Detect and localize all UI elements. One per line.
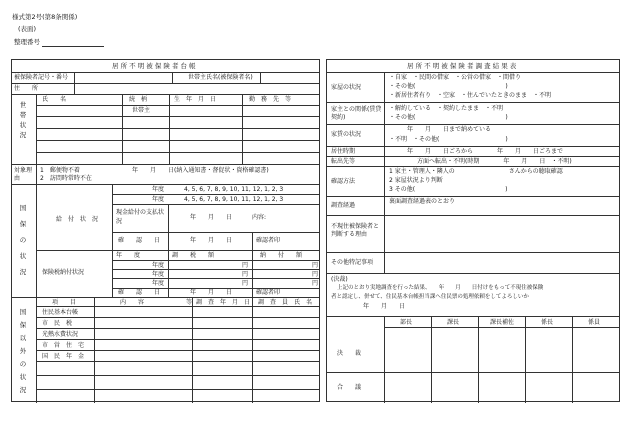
household-label: 世 帯 状 況 (19, 101, 33, 139)
home-opts-3: ・新居住者有り ・空家 ・住んでいたときのまま ・不明 (389, 92, 552, 99)
notes-label: その他特記事項 (331, 259, 374, 266)
rent-opts-1: 年 月 日まで納めている (407, 126, 492, 133)
other-item-2: 市 民 税 (42, 320, 73, 327)
left-title: 居 所 不 明 被 保 険 者 台 帳 (112, 62, 196, 70)
reason-2: 2 訪問時常時不在 (40, 175, 92, 182)
decision-text-1: 上記のとおり実地調査を行った結果、 年 月 日付けをもって不現住被保険 (337, 285, 544, 291)
tax-row-3: 年度 (152, 280, 165, 287)
tax-yen-2a: 円 (242, 271, 249, 278)
kessai-label: 決 裁 (337, 350, 362, 357)
tax-row-2: 年度 (152, 271, 165, 278)
rel-opts-2: ・その他( ) (389, 114, 508, 121)
other-label: 国 保 以 外 の 状 況 (19, 308, 33, 394)
tax-yen-3b: 円 (312, 280, 319, 287)
tax-col-paid: 納 付 額 (260, 252, 303, 259)
survey-label: 調査経過 (331, 202, 356, 209)
decision-date: 年 月 日 (363, 303, 406, 310)
reason-label: 対象理由 (14, 167, 33, 182)
period-label: 居住時期 (331, 148, 356, 155)
other-item-3: 光熱水費状況 (42, 331, 79, 338)
months-2: 4, 5, 6, 7, 8, 9, 10, 11, 12, 1, 2, 3 (184, 196, 284, 203)
period-value: 年 月 日ごろから 年 月 日ごろまで (407, 148, 564, 155)
other-col-content: 内 容 (120, 299, 145, 306)
confirmer-label: 確認者印 (256, 237, 281, 244)
tax-confirmer-label: 確認者印 (256, 289, 281, 296)
householder-rel: 世帯主 (132, 107, 151, 114)
cash-date: 年 月 日 (190, 214, 233, 221)
householder-label: 世帯主氏名(被保険者名) (188, 74, 253, 81)
form-number: 様式第2号(第8条関係) (12, 13, 78, 21)
kokuho-label: 国 保 の 状 況 (19, 204, 33, 276)
rent-label: 家賃の状況 (331, 131, 362, 138)
method-3: 3 その他( ) (389, 186, 508, 193)
other-item-5: 国 民 年 金 (42, 353, 85, 360)
reason-1-date: 年 月 日(納入通知書・督促状・資格確認書) (132, 167, 269, 174)
ref-underline (42, 46, 104, 47)
rent-opts-2: ・不明 ・その他( ) (389, 136, 508, 143)
move-value: 方面へ転出・不明(時期 年 月 日 ・不明) (417, 158, 572, 165)
other-col-etc: 等 (186, 299, 193, 306)
move-label: 転出先等 (331, 158, 356, 165)
confirm-date-label: 確 認 日 (118, 237, 161, 244)
tax-col-year: 年 度 (116, 252, 141, 259)
tax-confirm-label: 確 認 日 (118, 289, 161, 296)
rel-opts-1: ・解約している ・契約したまま ・不明 (389, 105, 504, 112)
home-label: 家屋の状況 (331, 84, 362, 91)
fiscal-label-1: 年度 (152, 186, 165, 193)
home-opts-2: ・その他( ) (389, 83, 508, 90)
reason-1: 1 郵便物不着 (40, 167, 80, 174)
ref-label: 整理番号 (14, 38, 40, 46)
other-item-1: 住民基本台帳 (42, 309, 79, 316)
cash-label: 現金給付の支払状況 (116, 209, 165, 225)
role-section-chief: 課長 (447, 319, 460, 326)
tax-yen-1a: 円 (242, 262, 249, 269)
other-col-surveyor: 調 査 員 氏 名 (258, 299, 313, 306)
method-2: 2 家屋状況より判断 (389, 177, 443, 184)
tax-yen-3a: 円 (242, 280, 249, 287)
confirm-date: 年 月 日 (190, 237, 233, 244)
household-col-work: 勤 務 先 等 (249, 96, 292, 103)
right-title: 居 所 不 明 被 保 険 者 調 査 結 果 表 (407, 62, 517, 70)
reason-label-right: 不現住被保険者と判断する理由 (331, 223, 380, 238)
address-label: 住 所 (14, 85, 39, 92)
payment-label: 給 付 状 況 (56, 216, 99, 223)
role-staff: 係員 (588, 319, 601, 326)
survey-value: 裏面調査経過表のとおり (389, 198, 456, 205)
confirm-method-label: 確認方法 (331, 178, 356, 185)
tax-confirm-date: 年 月 日 (190, 289, 233, 296)
left-ledger (11, 59, 320, 402)
right-results (326, 59, 620, 402)
household-col-rel: 続 柄 (129, 96, 148, 103)
method-1: 1 家主・管理人・隣人の さんからの聴取確認 (389, 168, 563, 175)
months-1: 4, 5, 6, 7, 8, 9, 10, 11, 12, 1, 2, 3 (184, 186, 284, 193)
tax-col-assessed: 調 税 額 (172, 252, 215, 259)
other-col-item: 項 目 (52, 299, 77, 306)
role-deputy-chief: 課長補佐 (490, 319, 515, 326)
cash-content: 内容: (252, 214, 267, 221)
tax-label: 保険税納付状況 (42, 269, 85, 276)
home-opts-1: ・自家 ・民間の借家 ・公営の借家 ・間借り (389, 74, 522, 81)
household-col-name: 氏 名 (42, 96, 67, 103)
decision-label: (決裁) (331, 276, 348, 283)
fiscal-label-2: 年度 (152, 196, 165, 203)
tax-row-1: 年度 (152, 262, 165, 269)
gougi-label: 合 議 (337, 384, 362, 391)
side-label: (表面) (18, 25, 37, 33)
rel-label: 家主との関係(賃貸契約) (331, 106, 382, 121)
household-col-birth: 生 年 月 日 (174, 96, 217, 103)
decision-text-2: 者と認定し、併せて、住民基本台帳担当課へ住民票の処理依頼をしてよろしいか (331, 294, 529, 300)
role-director: 部長 (400, 319, 413, 326)
tax-yen-2b: 円 (312, 271, 319, 278)
role-subsection-chief: 係長 (541, 319, 554, 326)
tax-yen-1b: 円 (312, 262, 319, 269)
other-col-date: 調 査 年 月 日 (196, 299, 251, 306)
other-item-4: 市 営 住 宅 (42, 342, 85, 349)
insured-no-label: 被保険者記号・番号 (14, 74, 69, 81)
